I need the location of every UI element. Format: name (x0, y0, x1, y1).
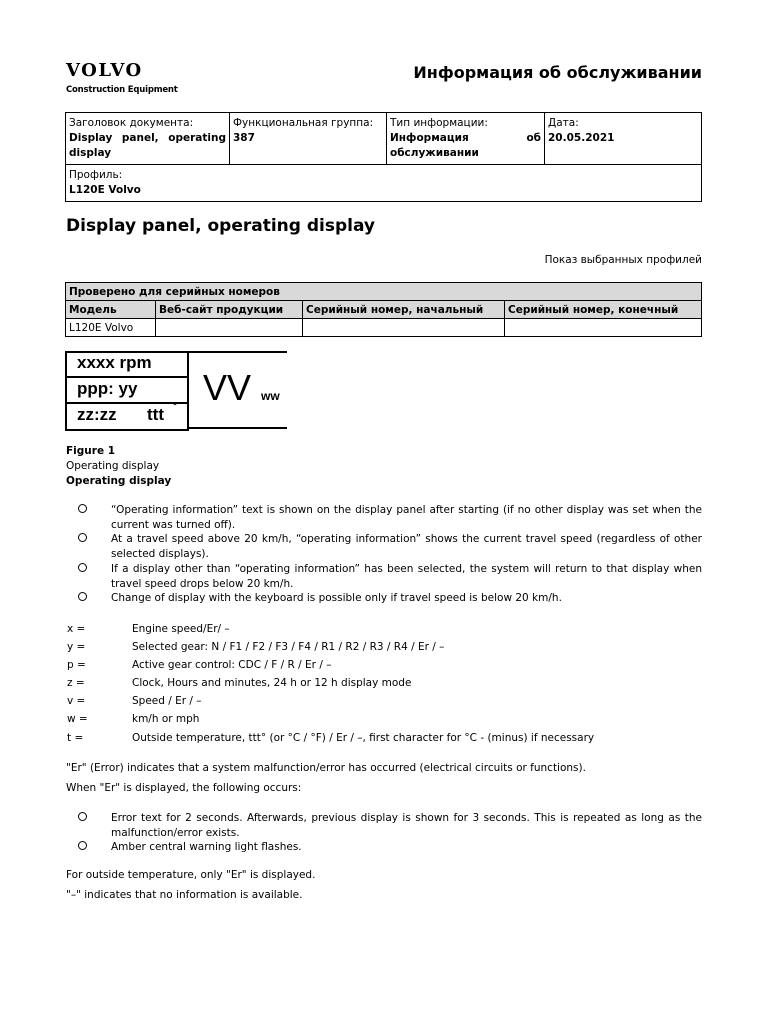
func-group-label: Функциональная группа: (233, 117, 374, 129)
info-type-value: Информация об обслуживании (390, 132, 541, 159)
info-type-label: Тип информации: (390, 117, 488, 129)
serial-table-caption: Проверено для серийных номеров (66, 283, 702, 301)
column-header: Серийный номер, конечный (505, 301, 702, 319)
operating-display-figure (65, 351, 287, 429)
display-line-temp: ttt (147, 405, 164, 424)
profile-value: L120E Volvo (69, 184, 141, 196)
figure-caption-block (66, 444, 171, 489)
list-item: At a travel speed above 20 km/h, “operating information” shows the current travel speed (regardless of other selected displays). (78, 532, 702, 561)
list-item: Error text for 2 seconds. Afterwards, previous display is shown for 3 seconds. This is repeated as long as the malfunction/error exists. (78, 811, 702, 840)
display-speed-unit: ww (261, 389, 280, 403)
func-group-cell (230, 113, 387, 165)
volvo-logo: VOLVO (66, 60, 143, 81)
table-cell (505, 319, 702, 337)
display-line-clock: zz:zz (77, 405, 117, 424)
paragraph: "Er" (Error) indicates that a system malfunction/error has occurred (electrical circuits or functions). (66, 762, 586, 774)
list-item: Amber central warning light flashes. (78, 840, 702, 855)
list-item: Change of display with the keyboard is possible only if travel speed is below 20 km/h. (78, 591, 702, 606)
figure-caption: Operating display (66, 460, 160, 472)
paragraph: For outside temperature, only "Er" is displayed. (66, 869, 316, 881)
display-line-gear: ppp: yy (77, 379, 138, 398)
document-info-table (65, 112, 702, 202)
func-group-value: 387 (233, 132, 255, 144)
section-heading: Operating display (66, 475, 172, 487)
table-row (66, 319, 702, 337)
profile-label: Профиль: (69, 169, 123, 181)
table-cell: L120E Volvo (66, 319, 156, 337)
table-cell (303, 319, 505, 337)
degree-symbol: ° (173, 401, 177, 412)
paragraph: "–" indicates that no information is available. (66, 889, 303, 901)
column-header: Серийный номер, начальный (303, 301, 505, 319)
display-line-rpm: xxxx rpm (77, 353, 152, 372)
doc-title-cell (66, 113, 230, 165)
table-cell (156, 319, 303, 337)
date-cell (545, 113, 702, 165)
column-header: Веб-сайт продукции (156, 301, 303, 319)
info-type-cell (387, 113, 545, 165)
display-speed: VV (203, 367, 252, 408)
profile-cell (66, 165, 702, 202)
list-item: “Operating information” text is shown on the display panel after starting (if no other display was set when the current was turned off). (78, 503, 702, 532)
doc-title-value: Display panel, operating display (69, 132, 226, 159)
document-title: Display panel, operating display (66, 216, 375, 236)
show-profiles-link[interactable]: Показ выбранных профилей (544, 254, 702, 266)
date-label: Дата: (548, 117, 579, 129)
paragraph: When "Er" is displayed, the following occurs: (66, 782, 302, 794)
list-item: If a display other than “operating information” has been selected, the system will return to that display when travel speed drops below 20 km/h. (78, 562, 702, 591)
date-value: 20.05.2021 (548, 132, 615, 144)
figure-label: Figure 1 (66, 445, 116, 457)
page-header-title: Информация об обслуживании (413, 63, 702, 82)
column-header: Модель (66, 301, 156, 319)
serial-numbers-table (65, 282, 702, 337)
logo-subtitle: Construction Equipment (66, 85, 178, 95)
doc-title-label: Заголовок документа: (69, 117, 194, 129)
